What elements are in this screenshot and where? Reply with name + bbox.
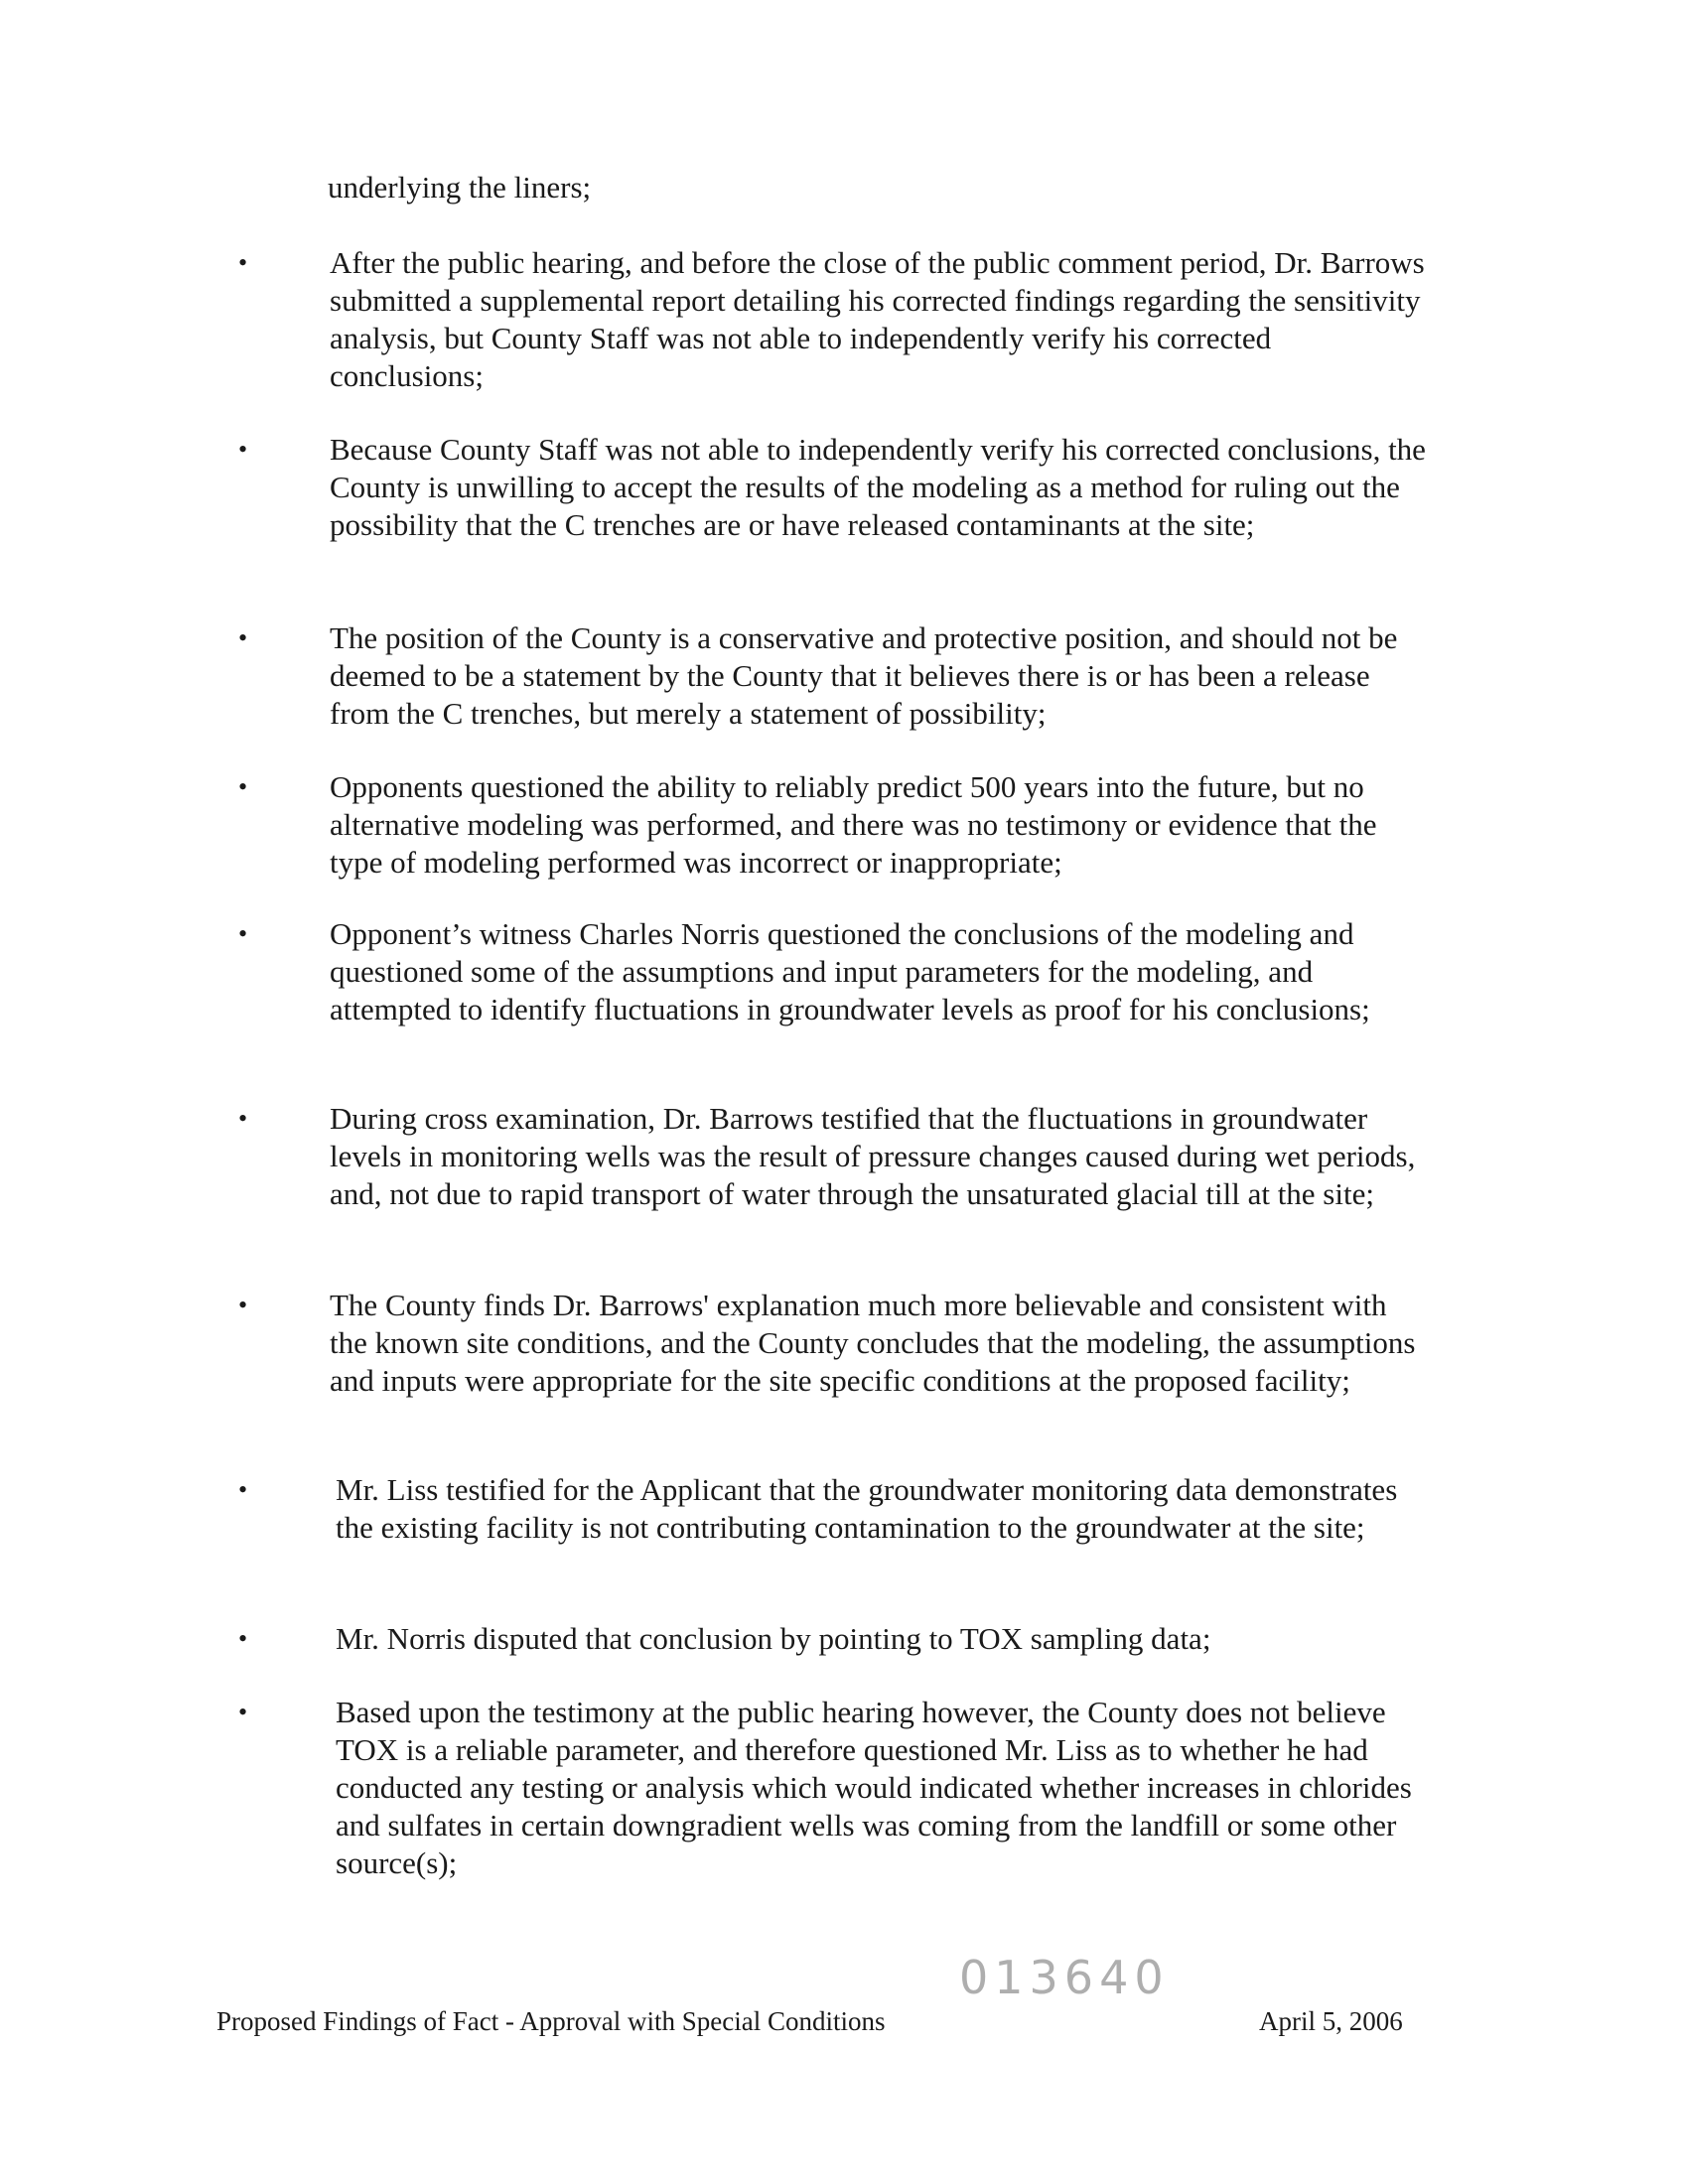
bullet-text: Mr. Norris disputed that conclusion by pointing to TOX sampling data; [336, 1621, 1211, 1656]
page-stamp: 013640 [959, 1951, 1170, 2004]
bullet-text: Mr. Liss testified for the Applicant that the groundwater monitoring data demonstrates the existing facility is not contributing contamination to the groundwater at the site; [336, 1472, 1398, 1545]
continuation-text: underlying the liners; [328, 170, 592, 205]
bullet-marker: • [238, 1698, 248, 1726]
bullet-text: Opponents questioned the ability to reliably predict 500 years into the future, but no alternative modeling was performed, and there was no testimony or evidence that the type of modeling performed was incorrect or inappropriate; [330, 769, 1377, 880]
bullet-text: During cross examination, Dr. Barrows testified that the fluctuations in groundwater levels in monitoring wells was the result of pressure changes caused during wet periods, and, not due to rapid transport of water through the unsaturated glacial till at the site; [330, 1101, 1416, 1211]
bullet-marker: • [238, 1475, 248, 1504]
bullet-text: The position of the County is a conservative and protective position, and should not be deemed to be a statement by the County that it believes there is or has been a release from the C trenches, but merely a statement of possibility; [330, 620, 1398, 731]
bullet-text: Opponent’s witness Charles Norris questioned the conclusions of the modeling and questioned some of the assumptions and input parameters for the modeling, and attempted to identify fluctuations in groundwater levels as proof for his conclusions; [330, 916, 1370, 1026]
bullet-marker: • [238, 919, 248, 948]
bullet-marker: • [238, 1104, 248, 1133]
bullet-marker: • [238, 772, 248, 801]
footer-date: April 5, 2006 [1259, 2006, 1403, 2036]
bullet-text: After the public hearing, and before the close of the public comment period, Dr. Barrows submitted a supplemental report detailing his corrected findings regarding the sensitivity analysis, but County Staff was not able to independently verify his corrected conclusions; [330, 245, 1425, 393]
bullet-marker: • [238, 435, 248, 464]
bullet-marker: • [238, 248, 248, 277]
bullet-marker: • [238, 623, 248, 652]
bullet-text: Based upon the testimony at the public hearing however, the County does not believe TOX is a reliable parameter, and therefore questioned Mr. Liss as to whether he had conducted any testing or analysis which would indicated whether increases in chlorides and sulfates in certain downgradient wells was coming from the landfill or some other source(s); [336, 1695, 1412, 1880]
bullet-marker: • [238, 1291, 248, 1319]
bullet-marker: • [238, 1624, 248, 1653]
bullet-text: The County finds Dr. Barrows' explanation much more believable and consistent with the known site conditions, and the County concludes that the modeling, the assumptions and inputs were appropriate for the site specific conditions at the proposed facility; [330, 1288, 1416, 1398]
footer-title: Proposed Findings of Fact - Approval with Special Conditions [216, 2006, 886, 2036]
bullet-text: Because County Staff was not able to independently verify his corrected conclusions, the County is unwilling to accept the results of the modeling as a method for ruling out the possibility that the C trenches are or have released contaminants at the site; [330, 432, 1426, 542]
